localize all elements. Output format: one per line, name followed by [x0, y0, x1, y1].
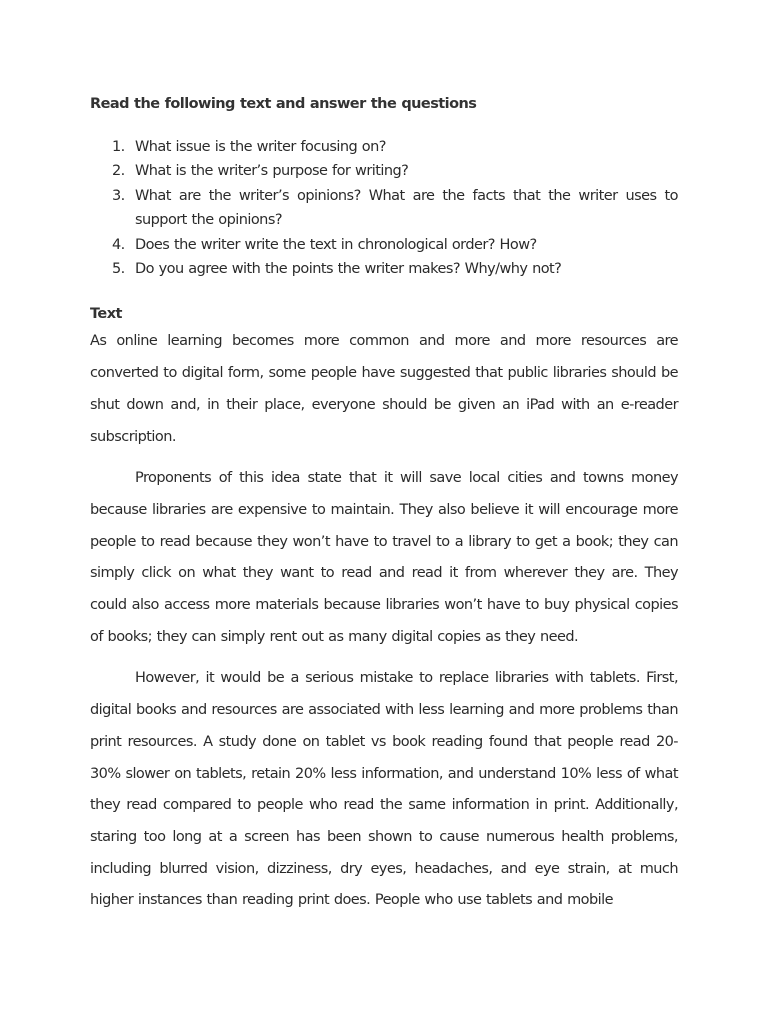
text-heading: Text: [90, 306, 122, 323]
questions-list: [90, 135, 678, 281]
document-page: [90, 93, 678, 917]
question-item: [90, 233, 678, 257]
question-number: 4.: [112, 236, 125, 253]
question-number: 2.: [112, 163, 125, 180]
question-item: [90, 257, 678, 281]
question-number: 1.: [112, 139, 125, 155]
question-number: 3.: [112, 187, 125, 204]
question-text: What issue is the writer focusing on?: [135, 139, 386, 155]
text-paragraph-2: Proponents of this idea state that it will save local cities and towns money because libraries are expensive to maintain. They also believe it will encourage more people to read because they won’t have to travel to a library to get a book; they can simply click on what they want to read and read it from wherever they are. They could also access more materials because libraries won’t have to buy physical copies of books; they can simply rent out as many digital copies as they need.: [90, 470, 678, 645]
question-text: Does the writer write the text in chronological order? How?: [135, 236, 537, 253]
question-item: [90, 184, 678, 233]
text-paragraph-3: However, it would be a serious mistake to replace libraries with tablets. First, digital books and resources are associated with less learning and more problems than print resources. A study done on tablet vs book reading found that people read 20-30% slower on tablets, retain 20% less information, and understand 10% less of what they read compared to people who read the same information in print. Additionally, staring too long at a screen has been shown to cause numerous health problems, including blurred vision, dizziness, dry eyes, headaches, and eye strain, at much higher instances than reading print does. People who use tablets and mobile: [90, 670, 678, 909]
instructions-heading: Read the following text and answer the questions: [90, 96, 477, 112]
question-text: What is the writer’s purpose for writing?: [135, 163, 409, 180]
question-number: 5.: [112, 261, 125, 278]
question-item: [90, 135, 678, 159]
question-item: [90, 159, 678, 183]
text-paragraph-1: As online learning becomes more common and more and more resources are converted to digital form, some people have suggested that public libraries should be shut down and, in their place, everyone should be given an iPad with an e-reader subscription.: [90, 333, 678, 445]
question-text: Do you agree with the points the writer makes? Why/why not?: [135, 261, 562, 278]
question-text: What are the writer’s opinions? What are the facts that the writer uses to support the opinions?: [135, 187, 678, 229]
